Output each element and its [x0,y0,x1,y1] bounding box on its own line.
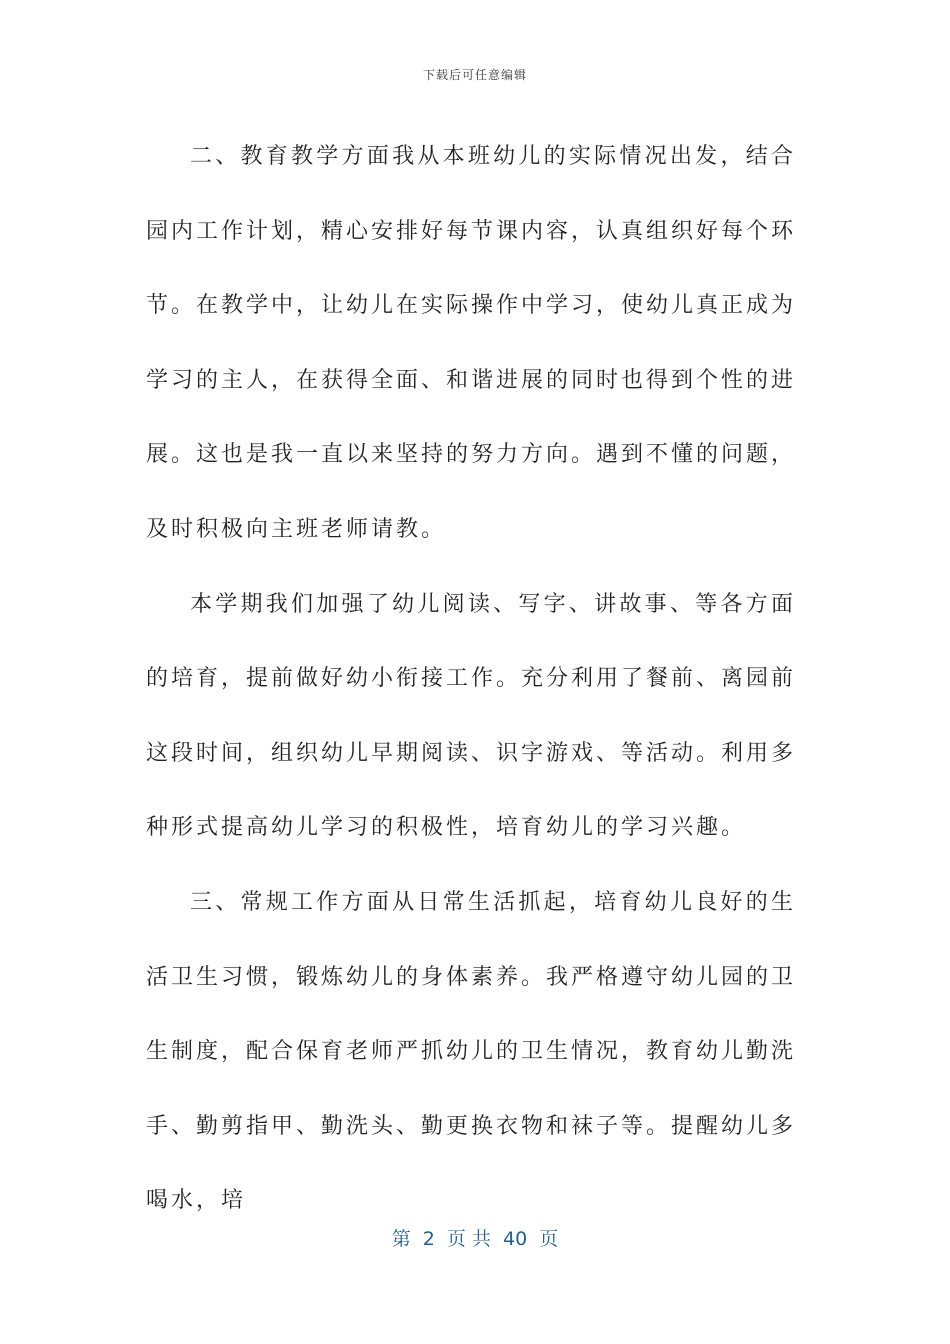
paragraph-routine: 三、常规工作方面从日常生活抓起，培育幼儿良好的生活卫生习惯，锻炼幼儿的身体素养。我严格遵守幼儿园的卫生制度，配合保育老师严抓幼儿的卫生情况，教育幼儿勤洗手、勤剪指甲、勤洗头、勤更换衣物和袜子等。提醒幼儿多喝水，培 [146,889,797,1214]
document-body [146,120,796,1239]
paragraph-reading: 本学期我们加强了幼儿阅读、写字、讲故事、等各方面的培育，提前做好幼小衔接工作。充分利用了餐前、离园前这段时间，组织幼儿早期阅读、识字游戏、等活动。利用多种形式提高幼儿学习的积极性，培育幼儿的学习兴趣。 [146,591,797,841]
page-number: 第 2 页 共 40 页 [391,1228,559,1250]
header-note: 下载后可任意编辑 [422,68,527,82]
paragraph-teaching: 二、教育教学方面我从本班幼儿的实际情况出发，结合园内工作计划，精心安排好每节课内容，认真组织好每个环节。在教学中，让幼儿在实际操作中学习，使幼儿真正成为学习的主人，在获得全面、和谐进展的同时也得到个性的进展。这也是我一直以来坚持的努力方向。遇到不懂的问题，及时积极向主班老师请教。 [146,144,797,542]
